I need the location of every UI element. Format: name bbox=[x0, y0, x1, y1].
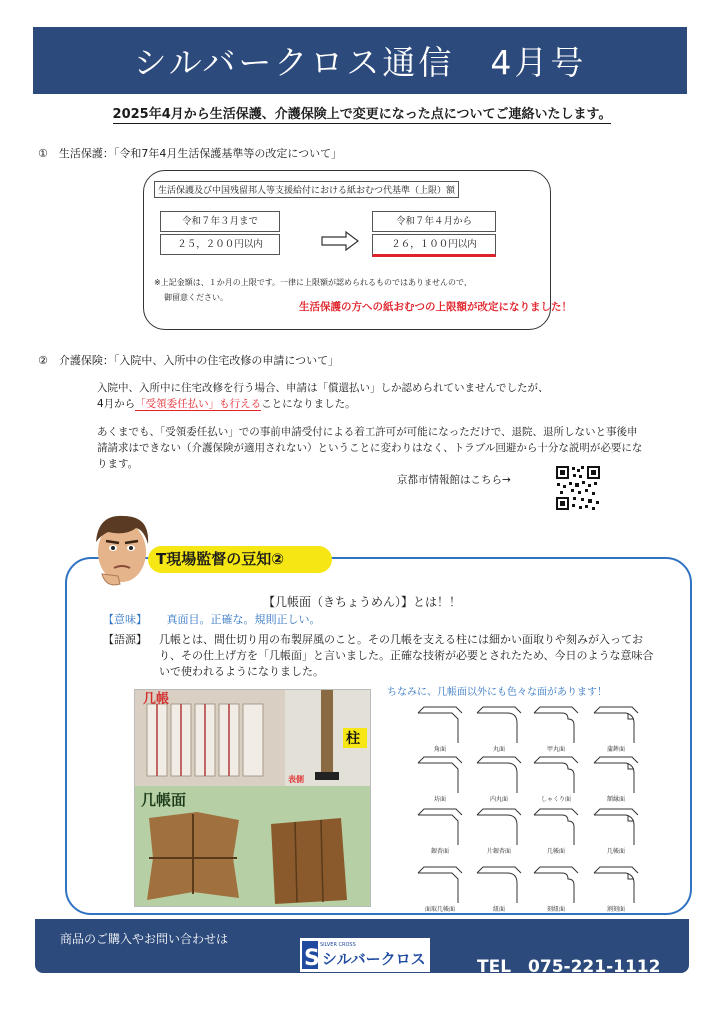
molding-shape-5 bbox=[412, 753, 468, 803]
origin-text: 几帳とは、間仕切り用の布製屏風のこと。その几帳を支える柱には細かい面取りや刻みが入っており、その仕上げ方を「几帳面」と言いました。正確な技術が必要とされたため、今日のような意味合いで使われるようになりました。 bbox=[159, 633, 654, 678]
meaning-row bbox=[103, 612, 321, 628]
molding-profile-icon bbox=[588, 863, 644, 905]
meaning-text: 真面目。正確な。規則正しい。 bbox=[166, 613, 321, 626]
molding-profile-icon bbox=[588, 703, 644, 745]
section2-title: ② 介護保険：「入院中、入所中の住宅改修の申請について」 bbox=[38, 354, 340, 367]
molding-profile-icon bbox=[471, 703, 527, 745]
molding-shape-3 bbox=[528, 703, 584, 753]
molding-shape-14 bbox=[471, 863, 527, 913]
svg-text:シルバークロス: シルバークロス bbox=[322, 950, 426, 968]
svg-text:SILVER CROSS: SILVER CROSS bbox=[320, 942, 356, 948]
molding-shape-11 bbox=[528, 805, 584, 855]
announcement-subtitle: 2025年4月から生活保護、介護保険上で変更になった点についてご連絡いたします。 bbox=[112, 107, 612, 122]
kichomen-photo-label: 几帳面 bbox=[141, 791, 187, 809]
foreman-avatar bbox=[84, 508, 160, 592]
before-value: ２５，２００円以内 bbox=[160, 234, 280, 255]
molding-shape-label: 坊面 bbox=[433, 796, 446, 803]
molding-shape-1 bbox=[412, 703, 468, 753]
molding-shape-12 bbox=[588, 805, 644, 855]
footer-phone[interactable]: TEL 075-221-1112 bbox=[477, 957, 661, 977]
page-header bbox=[33, 27, 687, 94]
page-title: シルバークロス通信 4月号 bbox=[133, 43, 587, 82]
molding-shape-7 bbox=[528, 753, 584, 803]
molding-profile-icon bbox=[412, 703, 468, 745]
molding-profile-icon bbox=[412, 753, 468, 795]
diaper-box-title: 生活保護及び中国残留邦人等支援給付における紙おむつ代基準（上限）額 bbox=[154, 181, 459, 198]
molding-shape-15 bbox=[528, 863, 584, 913]
diaper-limit-box bbox=[143, 170, 572, 330]
svg-text:S: S bbox=[304, 946, 320, 971]
molding-shape-label: 内丸面 bbox=[489, 796, 508, 803]
molding-profile-icon bbox=[528, 703, 584, 745]
molding-shape-8 bbox=[588, 753, 644, 803]
molding-shape-10 bbox=[471, 805, 527, 855]
molding-profile-icon bbox=[588, 753, 644, 795]
molding-shape-label: 刻紐面 bbox=[546, 906, 565, 913]
molding-shape-label: しゃくり面 bbox=[540, 796, 571, 803]
molding-profile-icon bbox=[412, 805, 468, 847]
other-shapes-note: ちなみに、几帳面以外にも色々な面があります！ bbox=[387, 687, 607, 698]
molding-shape-13 bbox=[412, 863, 468, 913]
section1-title: ① 生活保護：「令和7年4月生活保護基準等の改定について」 bbox=[38, 147, 343, 160]
diaper-note: ※上記金額は、１か月の上限です。一律に上限額が認められるものではありませんので、 御留意ください。 bbox=[154, 278, 472, 302]
molding-shape-label: 蒲鉾面 bbox=[606, 746, 625, 753]
molding-shape-label: 額縁面 bbox=[606, 796, 625, 803]
molding-shape-2 bbox=[471, 703, 527, 753]
kicho-illustration bbox=[135, 690, 370, 906]
footer-text: 商品のご購入やお問い合わせは bbox=[60, 932, 229, 946]
origin-label: 【語源】 bbox=[103, 633, 147, 646]
molding-shape-label: 紐面 bbox=[492, 906, 505, 913]
molding-profile-icon bbox=[528, 863, 584, 905]
molding-shape-9 bbox=[412, 805, 468, 855]
right-arrow-icon bbox=[320, 231, 360, 251]
molding-shape-label: 割刻面 bbox=[606, 906, 625, 913]
page-footer bbox=[35, 919, 689, 977]
silver-cross-logo-mark bbox=[300, 938, 430, 972]
molding-profile-icon bbox=[471, 753, 527, 795]
after-label: 令和７年４月から bbox=[372, 211, 496, 232]
hashira-photo-label: 柱 bbox=[346, 731, 360, 747]
side-photo-label: 表側 bbox=[288, 775, 304, 784]
molding-shape-label: 面取几帳面 bbox=[424, 906, 455, 913]
molding-shape-label: 甲丸面 bbox=[546, 746, 565, 753]
proxy-payment-highlight: 「受領委任払い」も行える bbox=[135, 398, 262, 410]
molding-profile-icon bbox=[528, 753, 584, 795]
molding-shape-label: 丸面 bbox=[492, 746, 505, 753]
molding-shape-4 bbox=[588, 703, 644, 753]
molding-shape-label: 銀杏面 bbox=[430, 848, 449, 855]
qr-code-icon[interactable] bbox=[555, 465, 601, 511]
meaning-label: 【意味】 bbox=[103, 613, 147, 626]
section2-para1: 入院中、入所中に住宅改修を行う場合、申請は「償還払い」しか認められていませんでしたが、 4月から「受領委任払い」も行えることになりました。 bbox=[97, 382, 549, 410]
mame-title: 【几帳面（きちょうめん）】とは！！ bbox=[262, 595, 461, 609]
qr-label: 京都市情報館はこちら→ bbox=[397, 474, 511, 486]
before-label: 令和７年３月まで bbox=[160, 211, 280, 232]
mame-badge: T現場監督の豆知② bbox=[148, 546, 332, 573]
molding-shape-label: 角面 bbox=[433, 746, 446, 753]
diaper-red-message: 生活保護の方への紙おむつの上限額が改定になりました！ bbox=[299, 301, 572, 313]
molding-profile-icon bbox=[471, 863, 527, 905]
section2-para2: あくまでも、「受領委任払い」での事前申請受付による着工許可が可能になっただけで、退院、退所しないと事後申請請求はできない（介護保険が適用されない）ということに変わりはなく、トラブル回避から十分な説明が必要になります。 bbox=[97, 426, 643, 470]
molding-shape-16 bbox=[588, 863, 644, 913]
molding-shape-label: 片銀杏面 bbox=[486, 848, 511, 855]
silver-cross-logo bbox=[300, 938, 430, 972]
molding-shape-label: 几帳面 bbox=[546, 848, 565, 855]
molding-profile-icon bbox=[528, 805, 584, 847]
kicho-photo-label: 几帳 bbox=[143, 692, 170, 707]
molding-profile-icon bbox=[588, 805, 644, 847]
molding-profile-icon bbox=[412, 863, 468, 905]
after-value: ２６，１００円以内 bbox=[372, 234, 496, 257]
kichomen-photo bbox=[134, 689, 371, 907]
origin-row bbox=[103, 632, 663, 680]
molding-shape-6 bbox=[471, 753, 527, 803]
molding-profile-icon bbox=[471, 805, 527, 847]
molding-shape-label: 几帳面 bbox=[606, 848, 625, 855]
